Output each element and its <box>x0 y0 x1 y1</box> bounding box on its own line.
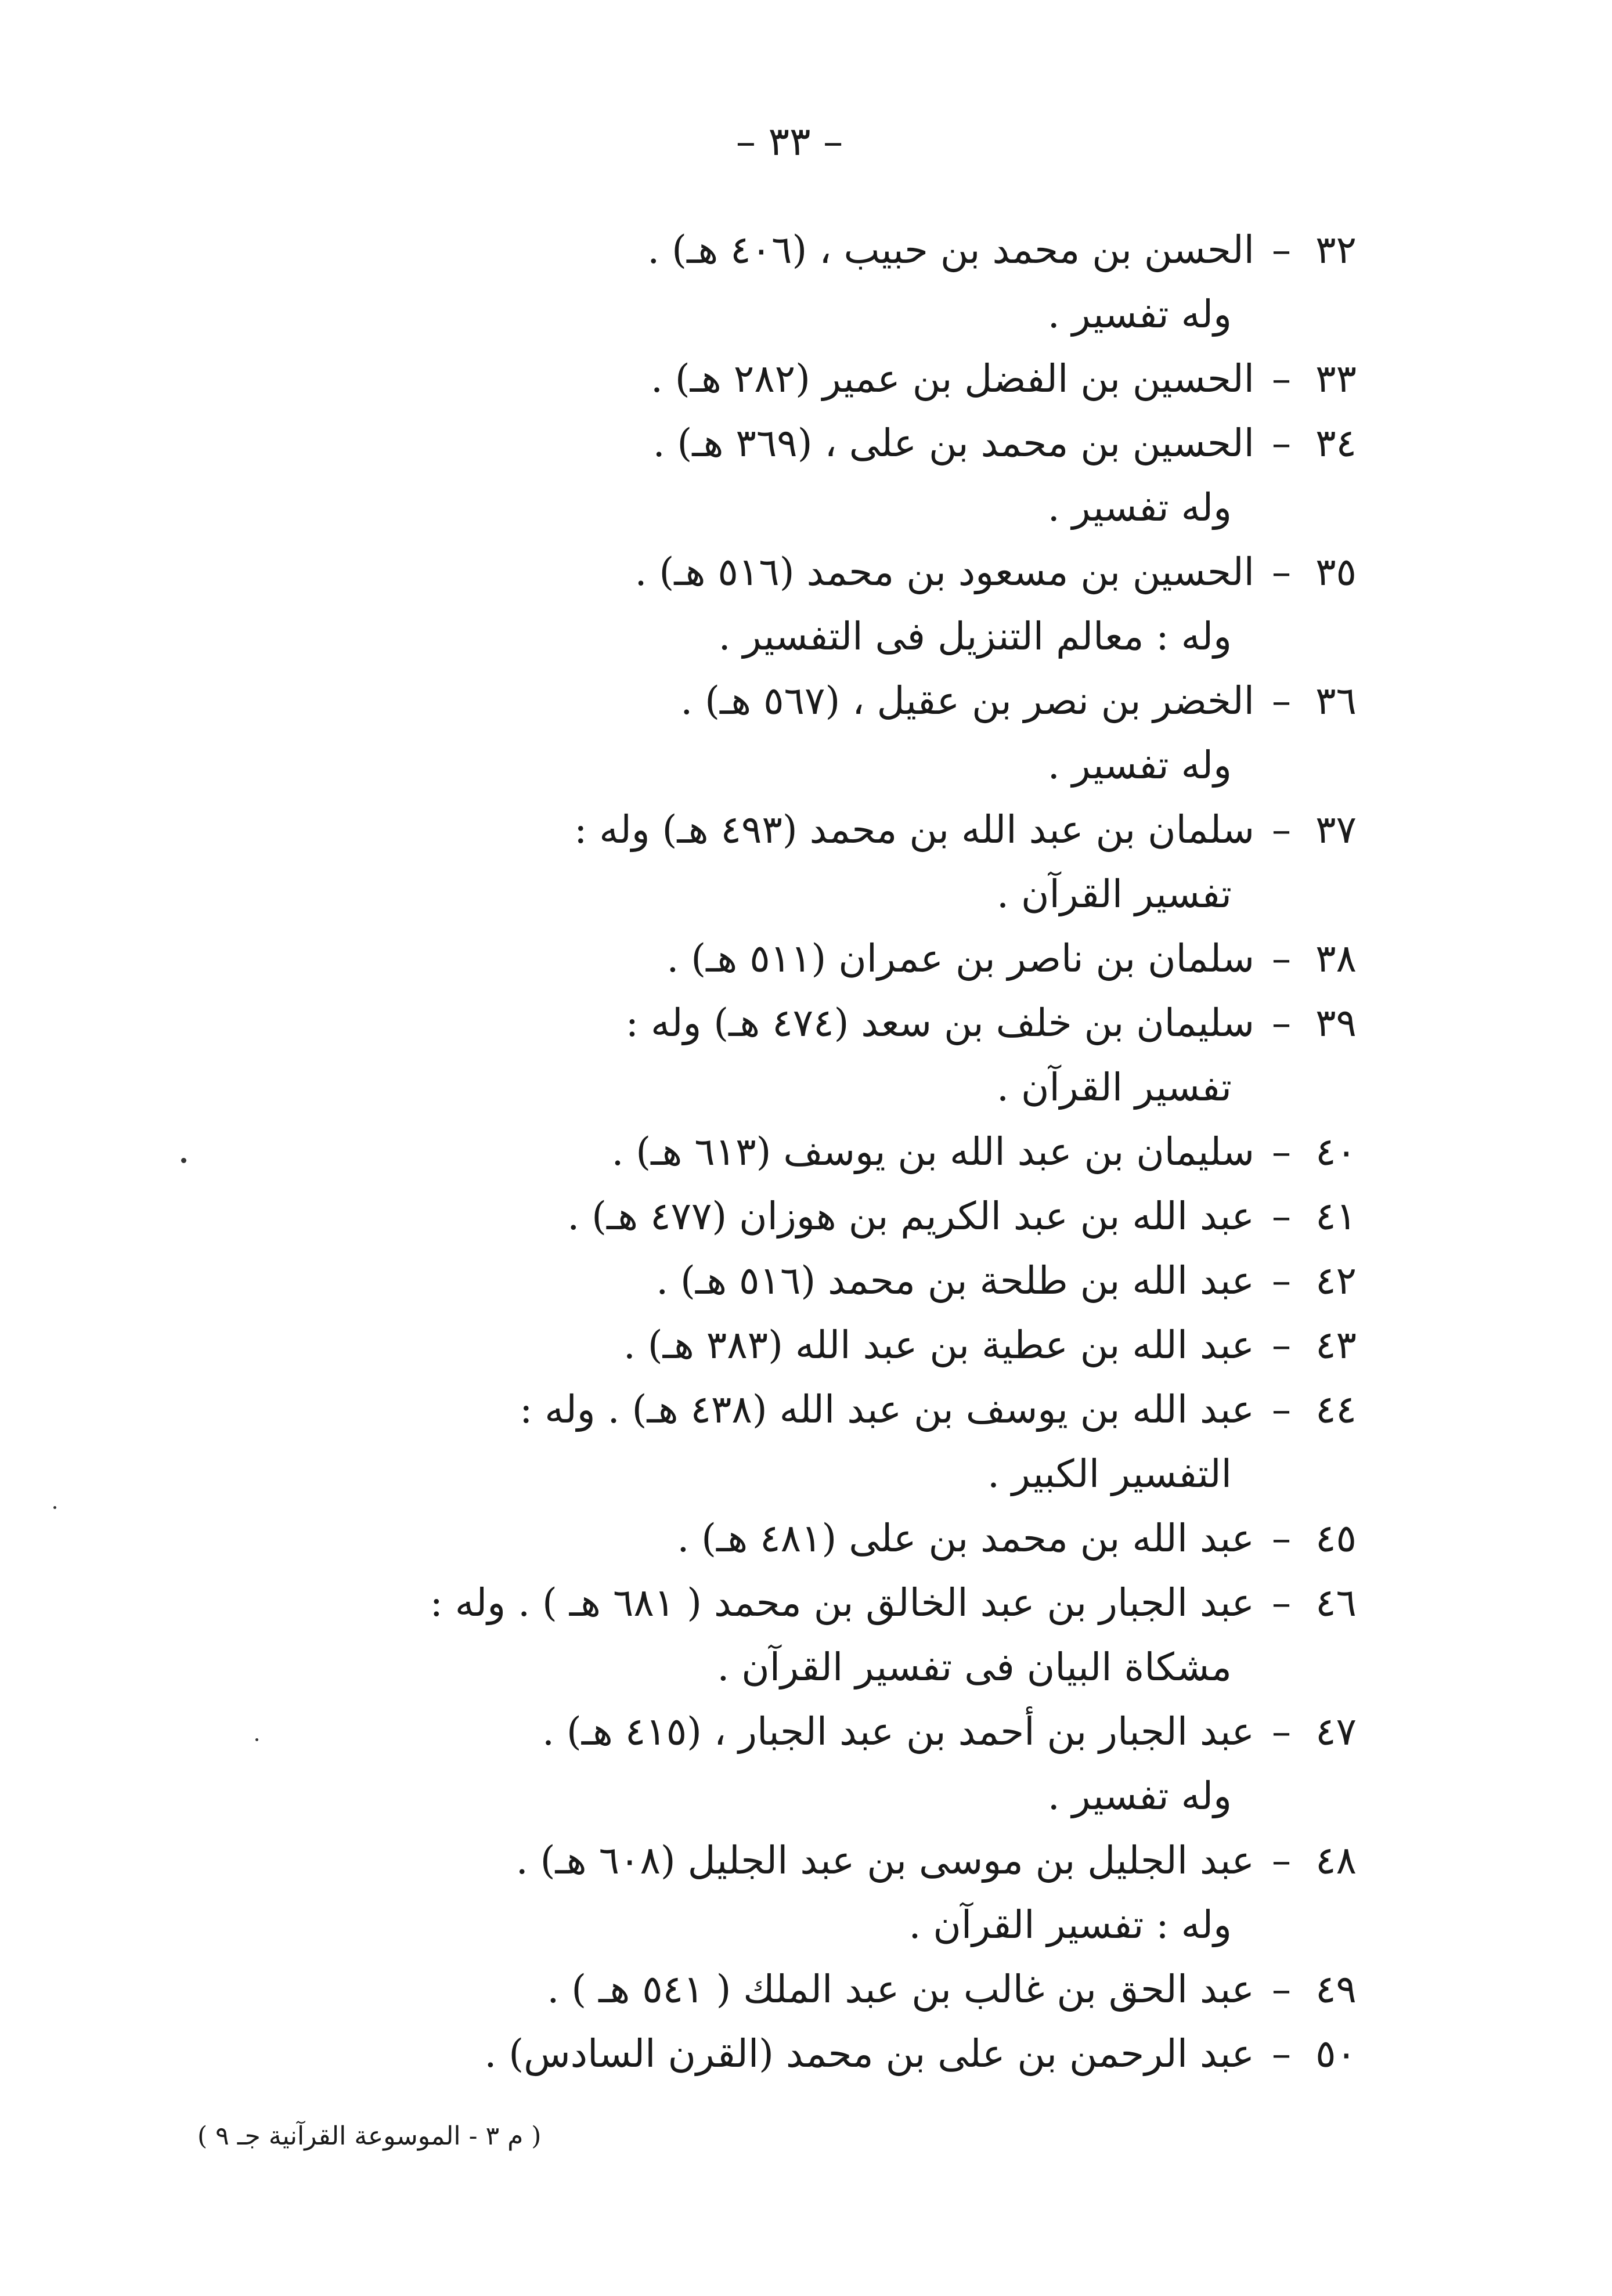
entry-dash: – <box>1272 1709 1291 1754</box>
entry-number: ٣٩ <box>1315 1001 1357 1045</box>
entry-text: عبد الله بن عبد الكريم بن هوزان (٤٧٧ هـ) . <box>567 1194 1254 1239</box>
entry-text: عبد الجبار بن عبد الخالق بن محمد ( ٦٨١ هـ ) . وله : <box>430 1580 1254 1625</box>
entry-text: الخضر بن نصر بن عقيل ، (٥٦٧ هـ) . <box>680 678 1254 723</box>
list-item <box>196 1377 1357 1506</box>
list-item <box>196 991 1357 1120</box>
entry-dash: – <box>1272 228 1291 272</box>
entry-dash: – <box>1272 1323 1291 1367</box>
entry-dash: – <box>1272 1129 1291 1174</box>
entry-dash: – <box>1272 936 1291 981</box>
entry-number: ٤٦ <box>1315 1580 1357 1625</box>
entry-text: عبد الله بن عطية بن عبد الله (٣٨٣ هـ) . <box>623 1323 1254 1367</box>
list-item <box>196 1313 1357 1377</box>
entry-first-line <box>196 2021 1357 2086</box>
list-item <box>196 411 1357 540</box>
entry-continuation-line: وله تفسير . <box>1047 485 1232 530</box>
entry-number: ٣٧ <box>1315 807 1357 852</box>
entry-text: عبد الله بن يوسف بن عبد الله (٤٣٨ هـ) . وله : <box>520 1387 1254 1432</box>
entry-continuation-line: وله تفسير . <box>1047 292 1232 337</box>
entry-dash: – <box>1272 807 1291 852</box>
entry-continuation-line: تفسير القرآن . <box>997 872 1232 916</box>
list-item <box>196 1699 1357 1828</box>
entry-first-line <box>196 1313 1357 1377</box>
list-item <box>196 1571 1357 1699</box>
entry-text: عبد الله بن طلحة بن محمد (٥١٦ هـ) . <box>656 1258 1254 1303</box>
entry-first-line <box>196 1957 1357 2021</box>
entry-continuation-line: وله : تفسير القرآن . <box>908 1902 1232 1947</box>
entry-number: ٤٢ <box>1315 1258 1357 1303</box>
entry-dash: – <box>1272 421 1291 465</box>
entry-continuation-line: التفسير الكبير . <box>987 1452 1232 1496</box>
scan-speck <box>53 1506 56 1509</box>
entry-number: ٣٢ <box>1315 228 1357 272</box>
list-item <box>196 540 1357 669</box>
entry-text: الحسين بن محمد بن على ، (٣٦٩ هـ) . <box>652 421 1254 465</box>
entry-first-line <box>196 346 1357 411</box>
entry-continuation-line: تفسير القرآن . <box>997 1065 1232 1110</box>
entry-first-line <box>196 926 1357 991</box>
list-item <box>196 669 1357 797</box>
entry-continuation-line: وله تفسير . <box>1047 1774 1232 1818</box>
entry-number: ٤٥ <box>1315 1516 1357 1561</box>
page-footer: ( م ٣ - الموسوعة القرآنية جـ ٩ ) <box>197 2121 542 2151</box>
entry-dash: – <box>1272 1580 1291 1625</box>
list-item <box>196 218 1357 346</box>
list-item <box>196 346 1357 411</box>
scan-speck <box>255 1738 258 1741</box>
entry-first-line <box>196 1248 1357 1313</box>
entry-dash: – <box>1272 1967 1291 2012</box>
entry-list <box>196 218 1357 2086</box>
entry-first-line <box>196 1571 1357 1635</box>
entry-number: ٤٣ <box>1315 1323 1357 1367</box>
entry-number: ٣٥ <box>1315 550 1357 594</box>
entry-number: ٣٤ <box>1315 421 1357 465</box>
entry-text: سلمان بن عبد الله بن محمد (٤٩٣ هـ) وله : <box>574 807 1254 852</box>
entry-continuation-line: مشكاة البيان فى تفسير القرآن . <box>717 1645 1232 1689</box>
entry-first-line <box>196 669 1357 733</box>
page-number: – ٣٣ – <box>735 119 843 165</box>
entry-text: عبد الحق بن غالب بن عبد الملك ( ٥٤١ هـ ) . <box>547 1967 1254 2012</box>
entry-number: ٤٧ <box>1315 1709 1357 1754</box>
entry-first-line <box>196 1506 1357 1571</box>
entry-continuation-line: وله تفسير . <box>1047 743 1232 788</box>
entry-dash: – <box>1272 678 1291 723</box>
entry-text: عبد الله بن محمد بن على (٤٨١ هـ) . <box>677 1516 1254 1561</box>
list-item <box>196 1248 1357 1313</box>
entry-number: ٤٩ <box>1315 1967 1357 2012</box>
entry-text: سلمان بن ناصر بن عمران (٥١١ هـ) . <box>666 936 1254 981</box>
entry-dash: – <box>1272 1194 1291 1239</box>
list-item <box>196 2021 1357 2086</box>
list-item <box>196 1506 1357 1571</box>
entry-text: عبد الرحمن بن على بن محمد (القرن السادس) . <box>484 2031 1254 2076</box>
entry-text: الحسين بن مسعود بن محمد (٥١٦ هـ) . <box>634 550 1254 594</box>
list-item <box>196 1184 1357 1248</box>
list-item <box>196 1120 1357 1184</box>
entry-dash: – <box>1272 1516 1291 1561</box>
entry-first-line <box>196 797 1357 862</box>
entry-dash: – <box>1272 356 1291 401</box>
entry-dash: – <box>1272 2031 1291 2076</box>
entry-number: ٤٤ <box>1315 1387 1357 1432</box>
entry-number: ٤١ <box>1315 1194 1357 1239</box>
entry-dash: – <box>1272 1838 1291 1883</box>
entry-dash: – <box>1272 1001 1291 1045</box>
entry-first-line <box>196 411 1357 475</box>
entry-number: ٤٠ <box>1315 1129 1357 1174</box>
list-item <box>196 1828 1357 1957</box>
entry-continuation-line: وله : معالم التنزيل فى التفسير . <box>718 614 1232 659</box>
entry-text: عبد الجليل بن موسى بن عبد الجليل (٦٠٨ هـ) . <box>515 1838 1254 1883</box>
list-item <box>196 926 1357 991</box>
entry-first-line <box>196 991 1357 1055</box>
entry-number: ٥٠ <box>1315 2031 1357 2076</box>
entry-text: الحسين بن الفضل بن عمير (٢٨٢ هـ) . <box>650 356 1254 401</box>
entry-text: سليمان بن عبد الله بن يوسف (٦١٣ هـ) . <box>611 1129 1254 1174</box>
entry-number: ٣٣ <box>1315 356 1357 401</box>
entry-dash: – <box>1272 1258 1291 1303</box>
entry-first-line <box>196 218 1357 282</box>
list-item <box>196 1957 1357 2021</box>
entry-first-line <box>196 540 1357 604</box>
entry-text: الحسن بن محمد بن حبيب ، (٤٠٦ هـ) . <box>647 228 1254 272</box>
entry-number: ٣٦ <box>1315 678 1357 723</box>
entry-dash: – <box>1272 1387 1291 1432</box>
list-item <box>196 797 1357 926</box>
entry-text: سليمان بن خلف بن سعد (٤٧٤ هـ) وله : <box>625 1001 1254 1045</box>
entry-first-line <box>196 1120 1357 1184</box>
entry-first-line <box>196 1184 1357 1248</box>
entry-dash: – <box>1272 550 1291 594</box>
entry-first-line <box>196 1377 1357 1442</box>
scan-speck <box>181 1158 186 1163</box>
entry-text: عبد الجبار بن أحمد بن عبد الجبار ، (٤١٥ هـ) . <box>542 1709 1254 1754</box>
entry-number: ٣٨ <box>1315 936 1357 981</box>
entry-number: ٤٨ <box>1315 1838 1357 1883</box>
entry-first-line <box>196 1828 1357 1893</box>
entry-first-line <box>196 1699 1357 1764</box>
